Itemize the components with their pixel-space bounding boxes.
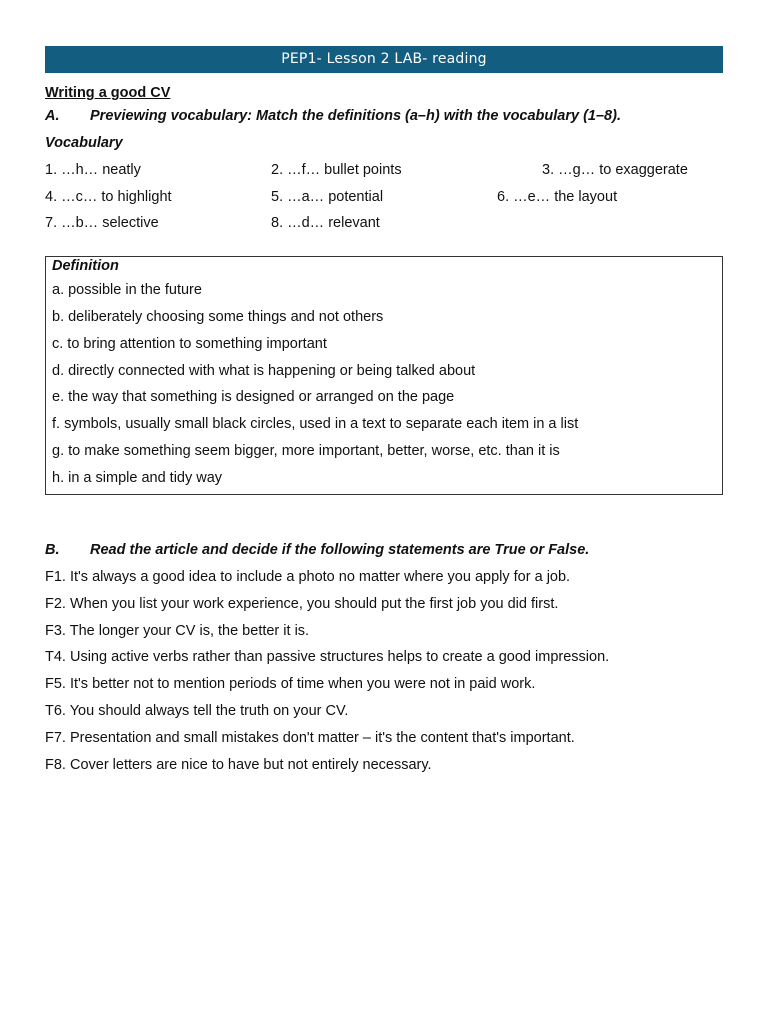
section-b-marker: B. bbox=[45, 542, 60, 559]
section-b-instruction: Read the article and decide if the following statements are True or False. bbox=[90, 542, 590, 559]
section-a-marker: A. bbox=[45, 108, 60, 124]
worksheet-page bbox=[45, 46, 723, 778]
statement-item: T6. You should always tell the truth on your CV. bbox=[45, 703, 349, 720]
statement-item: F7. Presentation and small mistakes don't matter – it's the content that's important. bbox=[45, 729, 575, 746]
worksheet-title: Writing a good CV bbox=[45, 85, 171, 101]
definition-item: c. to bring attention to something important bbox=[52, 335, 327, 352]
vocab-row bbox=[45, 157, 723, 184]
vocab-item: 8. …d… relevant bbox=[271, 215, 380, 232]
vocab-item: 1. …h… neatly bbox=[45, 162, 141, 178]
vocab-item: 5. …a… potential bbox=[271, 188, 384, 205]
definition-heading: Definition bbox=[52, 258, 119, 275]
vocab-item: 6. …e… the layout bbox=[497, 188, 618, 205]
section-a-instruction: Previewing vocabulary: Match the definitions (a–h) with the vocabulary (1–8). bbox=[90, 108, 621, 124]
statement-item: F2. When you list your work experience, you should put the first job you did first. bbox=[45, 595, 559, 612]
definition-item: e. the way that something is designed or arranged on the page bbox=[52, 389, 455, 406]
statement-item: F3. The longer your CV is, the better it is. bbox=[45, 622, 310, 639]
section-b bbox=[45, 537, 723, 778]
statement-item: T4. Using active verbs rather than passive structures helps to create a good impression. bbox=[45, 649, 610, 666]
section-a-heading bbox=[45, 103, 723, 130]
definition-item: d. directly connected with what is happening or being talked about bbox=[52, 362, 476, 379]
definition-item: b. deliberately choosing some things and not others bbox=[52, 308, 384, 325]
definition-item: a. possible in the future bbox=[52, 282, 202, 299]
vocab-item: 3. …g… to exaggerate bbox=[542, 162, 688, 178]
section-b-heading bbox=[45, 537, 723, 564]
definition-box bbox=[45, 256, 723, 495]
vocab-item: 2. …f… bullet points bbox=[271, 162, 402, 178]
vocab-item: 7. …b… selective bbox=[45, 215, 159, 232]
vocab-item: 4. …c… to highlight bbox=[45, 188, 172, 205]
definition-item: g. to make something seem bigger, more important, better, worse, etc. than it is bbox=[52, 443, 560, 460]
statement-item: F5. It's better not to mention periods of time when you were not in paid work. bbox=[45, 676, 536, 693]
statement-item: F1. It's always a good idea to include a photo no matter where you apply for a job. bbox=[45, 569, 571, 586]
statement-item: F8. Cover letters are nice to have but not entirely necessary. bbox=[45, 756, 432, 773]
definition-item: h. in a simple and tidy way bbox=[52, 469, 223, 486]
vocab-row bbox=[45, 184, 723, 211]
lesson-banner: PEP1- Lesson 2 LAB- reading bbox=[45, 46, 723, 73]
vocab-row bbox=[45, 210, 723, 237]
definition-item: f. symbols, usually small black circles, used in a text to separate each item in a list bbox=[52, 416, 579, 433]
vocabulary-heading: Vocabulary bbox=[45, 135, 123, 151]
